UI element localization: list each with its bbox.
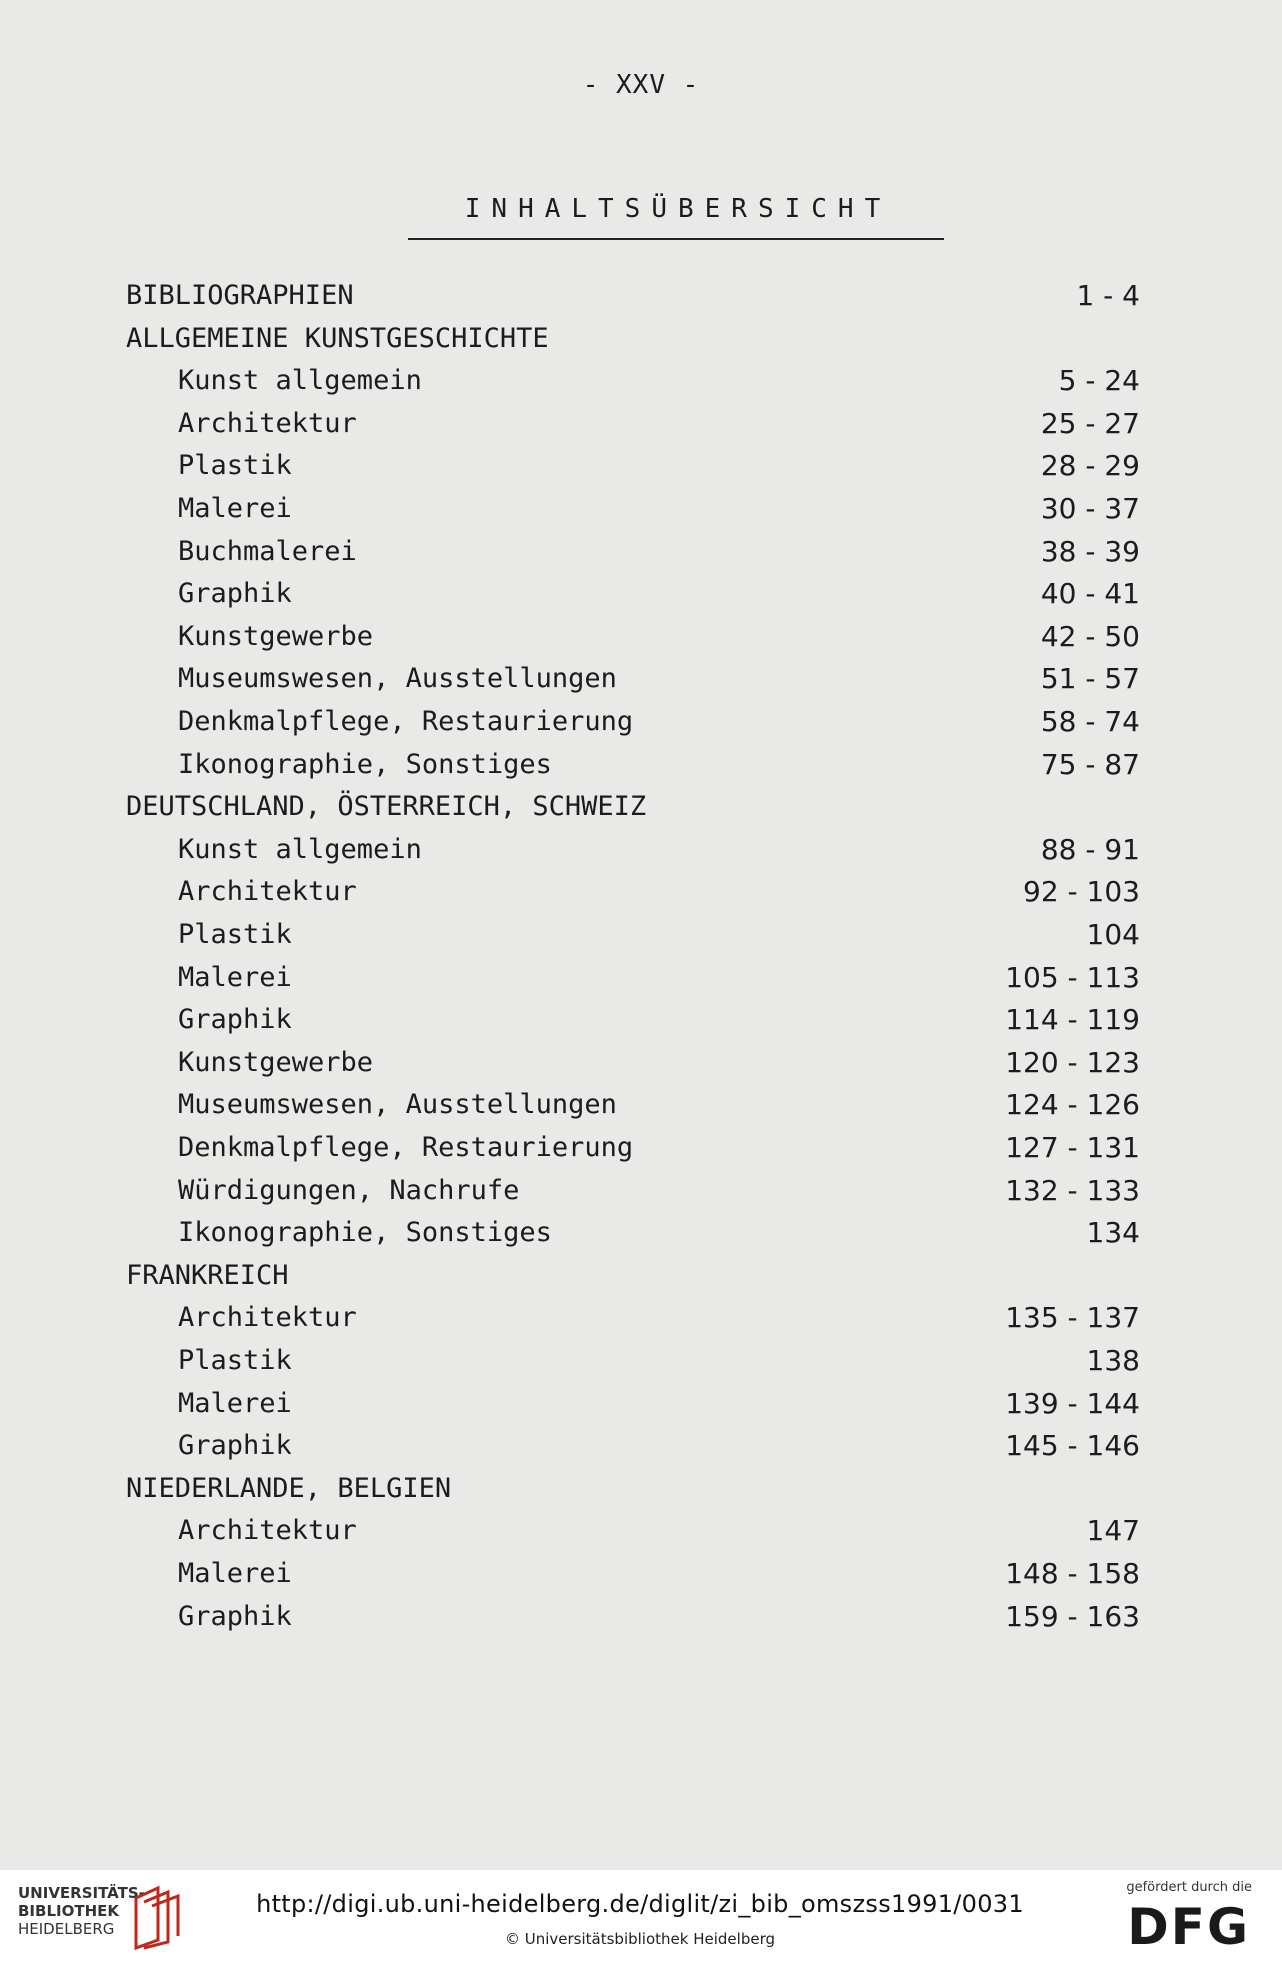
toc-section-title: ALLGEMEINE KUNSTGESCHICHTE [126,323,549,354]
toc-page-range: 139 - 144 [1005,1387,1140,1420]
toc-page-range: 51 - 57 [1040,662,1140,695]
toc-page-range: 138 [1086,1344,1140,1377]
toc-page-range: 134 [1086,1216,1140,1249]
toc-entry-label: Kunstgewerbe [178,1047,374,1078]
toc-page-range: 148 - 158 [1005,1557,1140,1590]
toc-entry [0,915,1282,955]
toc-entry [0,745,1282,785]
toc-section-title: DEUTSCHLAND, ÖSTERREICH, SCHWEIZ [126,791,647,822]
toc-page-range: 120 - 123 [1005,1046,1140,1079]
library-name-line3: HEIDELBERG [18,1920,115,1938]
toc-section-title: BIBLIOGRAPHIEN [126,280,354,311]
toc-page-range: 114 - 119 [1005,1003,1140,1036]
toc-page-range: 159 - 163 [1005,1600,1140,1633]
toc-entry [0,1000,1282,1040]
toc-entry [0,1043,1282,1083]
toc-entry [0,958,1282,998]
toc-entry [0,830,1282,870]
library-name-line1: UNIVERSITÄTS- [18,1884,145,1902]
toc-entry-label: Kunstgewerbe [178,621,374,652]
toc-section [0,276,1282,316]
dfg-credit: gefördert durch die [1126,1880,1252,1895]
toc-page-range: 104 [1086,918,1140,951]
toc-entry [0,1597,1282,1637]
toc-page-range: 25 - 27 [1040,407,1140,440]
toc-heading: INHALTSÜBERSICHT [464,194,892,224]
footer-bar [0,1870,1282,1962]
toc-entry-label: Malerei [178,1558,292,1589]
toc-entry [0,702,1282,742]
toc-entry [0,617,1282,657]
toc-page-range: 58 - 74 [1040,705,1140,738]
toc-entry-label: Würdigungen, Nachrufe [178,1175,520,1206]
toc-entry-label: Kunst allgemein [178,365,422,396]
toc-entry-label: Graphik [178,1430,292,1461]
toc-entry-label: Architektur [178,876,357,907]
toc-entry-label: Museumswesen, Ausstellungen [178,663,617,694]
toc-page-range: 42 - 50 [1040,620,1140,653]
toc-entry-label: Malerei [178,962,292,993]
toc-entry-label: Plastik [178,450,292,481]
toc-page-range: 88 - 91 [1040,833,1140,866]
toc-entry [0,1298,1282,1338]
toc-entry-label: Malerei [178,493,292,524]
library-name-line2: BIBLIOTHEK [18,1902,119,1920]
permalink-url[interactable]: http://digi.ub.uni-heidelberg.de/diglit/zi_bib_omszss1991/0031 [256,1890,1024,1918]
library-mark-icon [128,1884,188,1950]
dfg-logo[interactable]: DFG [1127,1898,1250,1956]
toc-entry [0,361,1282,401]
toc-entry [0,446,1282,486]
toc-entry [0,1171,1282,1211]
toc-page-range: 5 - 24 [1058,364,1140,397]
toc-entry [0,1213,1282,1253]
toc-entry [0,1511,1282,1551]
toc-entry-label: Architektur [178,408,357,439]
toc-entry-label: Graphik [178,1601,292,1632]
toc-entry [0,1085,1282,1125]
library-name [18,1884,145,1938]
toc-page-range: 145 - 146 [1005,1429,1140,1462]
toc-entry [0,1128,1282,1168]
toc-page-range: 127 - 131 [1005,1131,1140,1164]
toc-section [0,319,1282,359]
toc-entry-label: Buchmalerei [178,536,357,567]
toc-entry-label: Kunst allgemein [178,834,422,865]
toc-page-range: 135 - 137 [1005,1301,1140,1334]
toc-page-range: 28 - 29 [1040,449,1140,482]
toc-page-range: 30 - 37 [1040,492,1140,525]
toc-entry-label: Graphik [178,578,292,609]
toc-entry-label: Architektur [178,1515,357,1546]
toc-entry [0,1426,1282,1466]
toc-page-range: 38 - 39 [1040,535,1140,568]
toc-page-range: 105 - 113 [1005,961,1140,994]
toc-entry-label: Plastik [178,1345,292,1376]
toc-entry-label: Graphik [178,1004,292,1035]
toc-entry-label: Museumswesen, Ausstellungen [178,1089,617,1120]
toc-entry [0,1341,1282,1381]
toc-page-range: 75 - 87 [1040,748,1140,781]
toc-entry [0,532,1282,572]
copyright-notice: © Universitätsbibliothek Heidelberg [504,1930,775,1948]
toc-entry [0,489,1282,529]
toc-page-range: 1 - 4 [1076,279,1140,312]
toc-entry-label: Malerei [178,1388,292,1419]
toc-page-range: 147 [1086,1514,1140,1547]
toc-section-title: FRANKREICH [126,1260,289,1291]
toc-entry [0,872,1282,912]
toc-page-range: 92 - 103 [1023,875,1140,908]
toc-entry [0,659,1282,699]
toc-entry [0,404,1282,444]
toc-entry [0,1384,1282,1424]
toc-page-range: 40 - 41 [1040,577,1140,610]
toc-entry-label: Plastik [178,919,292,950]
toc-entry-label: Denkmalpflege, Restaurierung [178,1132,634,1163]
toc-entry [0,1554,1282,1594]
toc-section-title: NIEDERLANDE, BELGIEN [126,1473,452,1504]
toc-page-range: 124 - 126 [1005,1088,1140,1121]
toc-entry [0,574,1282,614]
toc-page-range: 132 - 133 [1005,1174,1140,1207]
toc-section [0,1469,1282,1509]
toc-entry-label: Denkmalpflege, Restaurierung [178,706,634,737]
toc-section [0,1256,1282,1296]
toc-entry-label: Ikonographie, Sonstiges [178,1217,552,1248]
toc-entry-label: Ikonographie, Sonstiges [178,749,552,780]
page-number: - XXV - [582,70,700,100]
toc-section [0,787,1282,827]
toc-entry-label: Architektur [178,1302,357,1333]
